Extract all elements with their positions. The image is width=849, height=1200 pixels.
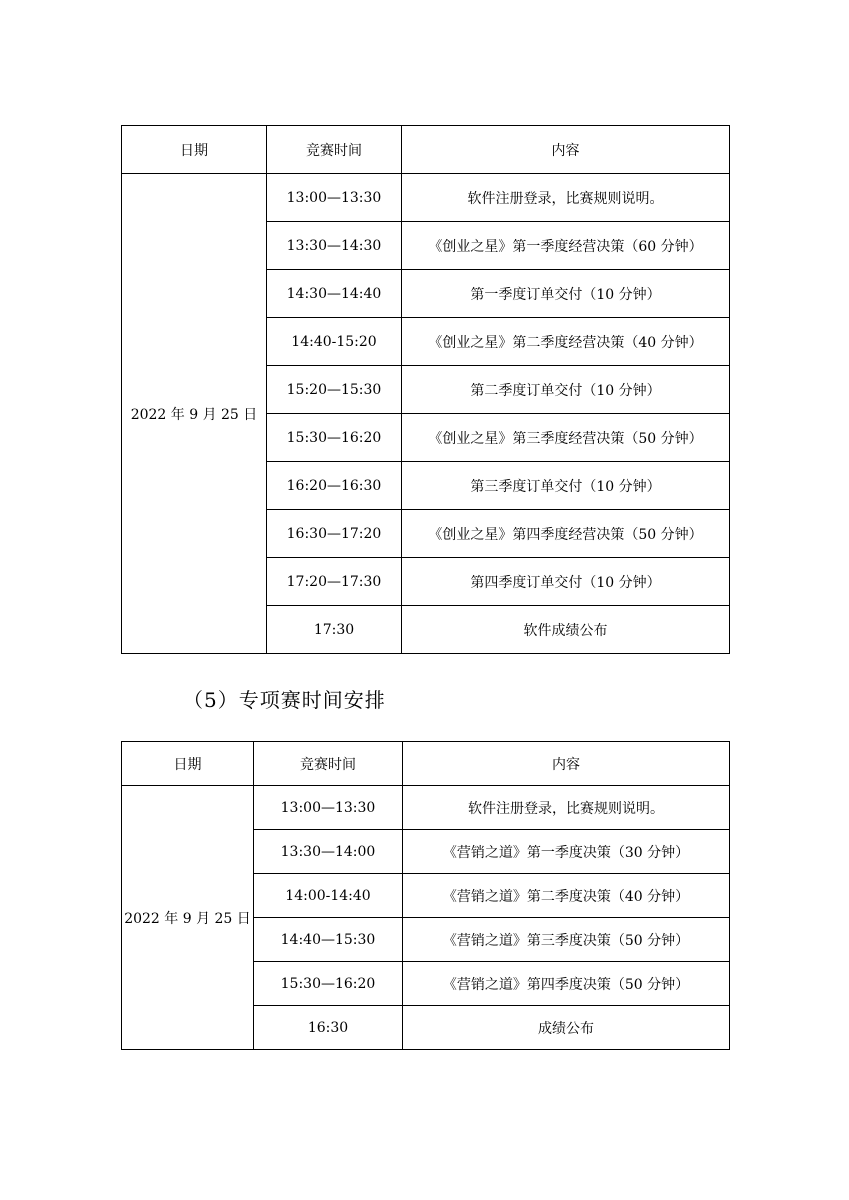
- time-cell: 13:00—13:30: [254, 786, 403, 830]
- time-cell: 17:30: [267, 606, 402, 654]
- time-cell: 13:30—14:30: [267, 222, 402, 270]
- content-cell: 《创业之星》第二季度经营决策（40 分钟）: [402, 318, 730, 366]
- content-cell: 第三季度订单交付（10 分钟）: [402, 462, 730, 510]
- header-content: 内容: [402, 126, 730, 174]
- time-cell: 15:30—16:20: [267, 414, 402, 462]
- content-cell: 软件成绩公布: [402, 606, 730, 654]
- schedule-table-special: [121, 741, 730, 1050]
- time-cell: 14:30—14:40: [267, 270, 402, 318]
- content-cell: 《创业之星》第一季度经营决策（60 分钟）: [402, 222, 730, 270]
- content-cell: 软件注册登录，比赛规则说明。: [402, 174, 730, 222]
- header-time: 竞赛时间: [254, 742, 403, 786]
- date-cell: 2022 年 9 月 25 日: [122, 174, 267, 654]
- schedule-table-main: [121, 125, 730, 654]
- time-cell: 16:30—17:20: [267, 510, 402, 558]
- content-cell: 《营销之道》第四季度决策（50 分钟）: [403, 962, 730, 1006]
- time-cell: 14:40-15:20: [267, 318, 402, 366]
- header-time: 竞赛时间: [267, 126, 402, 174]
- content-cell: 第四季度订单交付（10 分钟）: [402, 558, 730, 606]
- header-date: 日期: [122, 742, 254, 786]
- time-cell: 17:20—17:30: [267, 558, 402, 606]
- time-cell: 14:40—15:30: [254, 918, 403, 962]
- time-cell: 14:00-14:40: [254, 874, 403, 918]
- content-cell: 《营销之道》第二季度决策（40 分钟）: [403, 874, 730, 918]
- time-cell: 13:00—13:30: [267, 174, 402, 222]
- content-cell: 《营销之道》第一季度决策（30 分钟）: [403, 830, 730, 874]
- time-cell: 16:20—16:30: [267, 462, 402, 510]
- header-date: 日期: [122, 126, 267, 174]
- content-cell: 《创业之星》第四季度经营决策（50 分钟）: [402, 510, 730, 558]
- content-cell: 成绩公布: [403, 1006, 730, 1050]
- table-row: [122, 174, 730, 222]
- time-cell: 15:30—16:20: [254, 962, 403, 1006]
- table-header-row: [122, 126, 730, 174]
- date-cell: 2022 年 9 月 25 日: [122, 786, 254, 1050]
- table-header-row: [122, 742, 730, 786]
- table-row: [122, 786, 730, 830]
- time-cell: 15:20—15:30: [267, 366, 402, 414]
- header-content: 内容: [403, 742, 730, 786]
- content-cell: 《营销之道》第三季度决策（50 分钟）: [403, 918, 730, 962]
- content-cell: 第一季度订单交付（10 分钟）: [402, 270, 730, 318]
- section-heading: （5）专项赛时间安排: [183, 688, 386, 712]
- content-cell: 第二季度订单交付（10 分钟）: [402, 366, 730, 414]
- time-cell: 13:30—14:00: [254, 830, 403, 874]
- time-cell: 16:30: [254, 1006, 403, 1050]
- content-cell: 《创业之星》第三季度经营决策（50 分钟）: [402, 414, 730, 462]
- content-cell: 软件注册登录，比赛规则说明。: [403, 786, 730, 830]
